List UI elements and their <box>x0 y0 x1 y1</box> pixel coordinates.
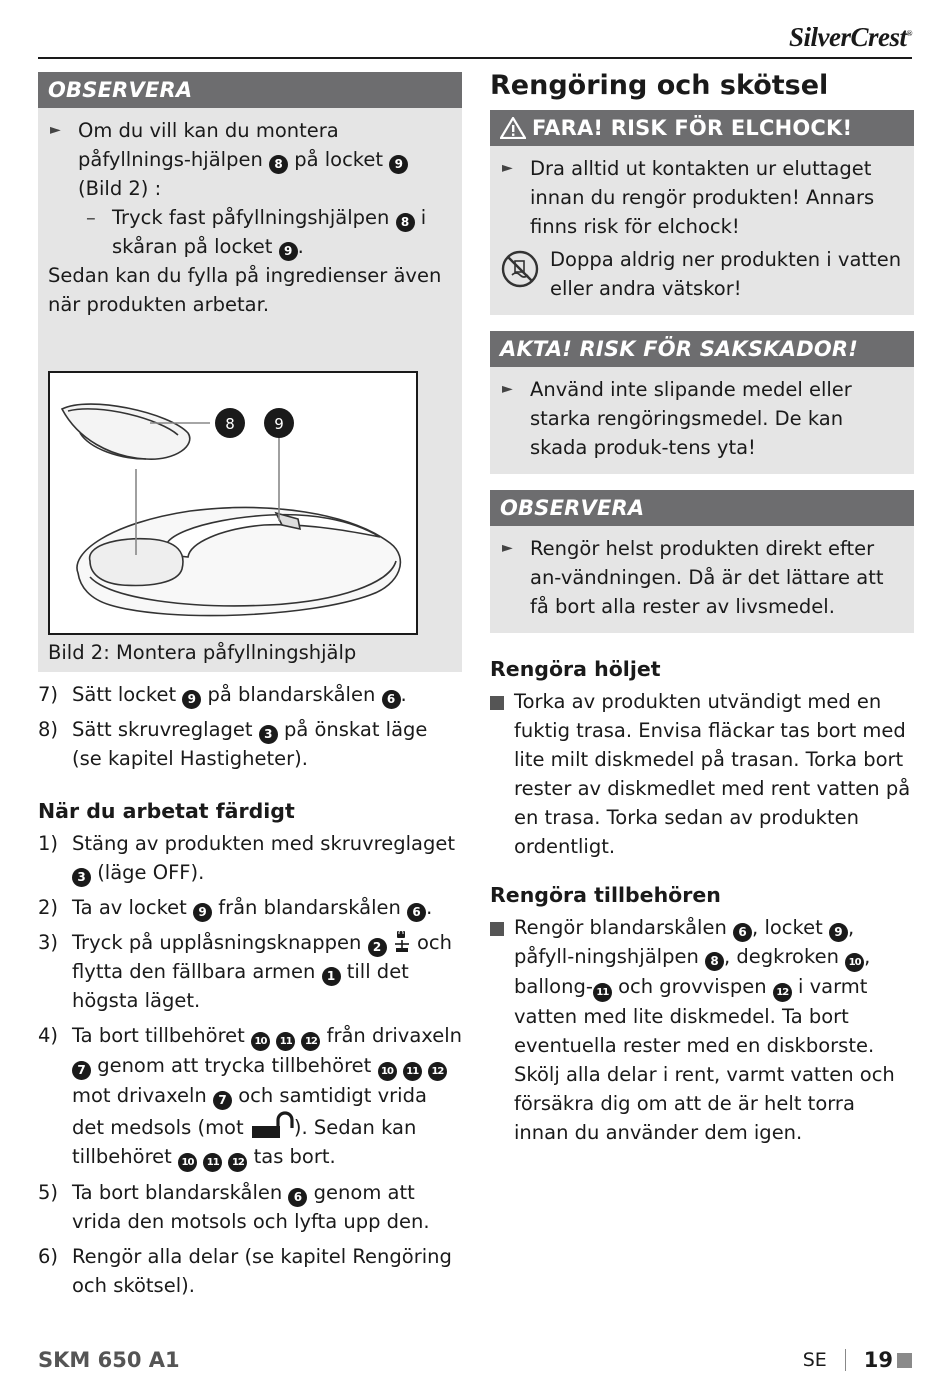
part-ref-9-icon: 9 <box>389 155 408 174</box>
part-ref-11-icon: 11 <box>276 1032 295 1051</box>
filler-assembly-illustration <box>50 373 416 633</box>
step-text: Sätt skruvreglaget 3 på önskat läge (se kapitel Hastigheter). <box>72 718 428 770</box>
dash-bullet: – <box>86 206 96 229</box>
danger-title: FARA! RISK FÖR ELCHOCK! <box>532 116 853 140</box>
part-ref-10-icon: 10 <box>845 953 864 972</box>
step-text: Ta bort blandarskålen 6 genom att vrida den motsols och lyfta upp den. <box>72 1181 430 1233</box>
part-ref-12-icon: 12 <box>228 1153 247 1172</box>
danger-item-text: Dra alltid ut kontakten ur eluttaget innan du rengör produkten! Annars finns risk för elchock! <box>530 157 875 238</box>
observe-item-text: Rengör helst produkten direkt efter an-vändningen. Då är det lättare att få bort alla rester av livsmedel. <box>530 537 884 618</box>
part-ref-10-icon: 10 <box>251 1032 270 1051</box>
part-ref-8-icon: 8 <box>269 155 288 174</box>
step-number: 3) <box>38 931 59 954</box>
note-panel <box>38 72 462 672</box>
triangle-bullet-icon: ► <box>502 540 513 556</box>
left-column <box>38 72 462 1306</box>
note-item-text: Om du vill kan du montera påfyllnings-hjälpen 8 på locket 9 (Bild 2) : <box>78 116 452 203</box>
step-item <box>38 715 462 773</box>
caution-item <box>500 375 904 462</box>
part-ref-7-icon: 7 <box>72 1061 91 1080</box>
part-ref-6-icon: 6 <box>382 690 401 709</box>
steps-list-a <box>38 680 462 773</box>
step-number: 1) <box>38 832 59 855</box>
part-ref-6-icon: 6 <box>407 903 426 922</box>
note-title: OBSERVERA <box>38 72 462 108</box>
part-ref-12-icon: 12 <box>301 1032 320 1051</box>
danger-item <box>500 154 904 241</box>
part-ref-6-icon: 6 <box>733 923 752 942</box>
figure-caption: Bild 2: Montera påfyllningshjälp <box>48 641 357 664</box>
step-number: 2) <box>38 896 59 919</box>
part-ref-12-icon: 12 <box>428 1062 447 1081</box>
step-item <box>38 1021 462 1172</box>
footer-separator <box>845 1349 846 1371</box>
step-number: 4) <box>38 1024 59 1047</box>
part-ref-8-icon: 8 <box>396 213 415 232</box>
step-number: 6) <box>38 1245 59 1268</box>
triangle-bullet-icon: ► <box>502 160 513 176</box>
note-subitem-text: Tryck fast påfyllningshjälpen 8 i skåran på locket 9 . <box>112 203 452 261</box>
caution-title: AKTA! RISK FÖR SAKSKADOR! <box>490 331 914 367</box>
part-ref-9-icon: 9 <box>279 242 298 261</box>
step-item <box>38 928 462 1015</box>
square-bullet-icon <box>490 922 504 936</box>
no-immersion-text: Doppa aldrig ner produkten i vatten eller andra vätskor! <box>550 248 902 300</box>
figure-2 <box>48 371 418 635</box>
square-bullet-icon <box>490 696 504 710</box>
part-ref-7-icon: 7 <box>213 1091 232 1110</box>
step-item <box>38 680 462 709</box>
step-text: Tryck på upplåsningsknappen 2 och flytta den fällbara armen 1 till det högsta läget. <box>72 931 452 1012</box>
footer-model: SKM 650 A1 <box>38 1348 180 1372</box>
callout-8-label: 8 <box>225 415 235 433</box>
header-rule <box>38 57 912 59</box>
note-subitem <box>48 203 452 261</box>
part-ref-9-icon: 9 <box>182 690 201 709</box>
right-column <box>490 72 914 1147</box>
part-ref-9-icon: 9 <box>829 923 848 942</box>
part-ref-11-icon: 11 <box>403 1062 422 1081</box>
accessories-item <box>490 913 914 1147</box>
step-number: 7) <box>38 683 59 706</box>
part-ref-3-icon: 3 <box>72 868 91 887</box>
part-ref-10-icon: 10 <box>378 1062 397 1081</box>
step-number: 8) <box>38 718 59 741</box>
part-ref-3-icon: 3 <box>259 725 278 744</box>
step-text: Stäng av produkten med skruvreglaget 3 (läge OFF). <box>72 829 462 887</box>
triangle-bullet-icon: ► <box>502 381 513 397</box>
accessories-heading: Rengöra tillbehören <box>490 883 721 907</box>
page-number: 19 <box>863 1348 893 1372</box>
triangle-bullet-icon: ► <box>50 122 61 138</box>
step-item <box>38 829 462 887</box>
part-ref-8-icon: 8 <box>705 952 724 971</box>
danger-panel <box>490 110 914 315</box>
step-item <box>38 1242 462 1300</box>
footer-language: SE <box>802 1349 827 1371</box>
caution-item-text: Använd inte slipande medel eller starka rengöringsmedel. De kan skada produk-tens yta! <box>530 378 852 459</box>
part-ref-10-icon: 10 <box>178 1153 197 1172</box>
no-immersion-icon <box>500 249 540 289</box>
danger-title-bar <box>490 110 914 146</box>
lock-icon <box>393 931 411 954</box>
page-marker <box>897 1353 912 1368</box>
housing-text: Torka av produkten utvändigt med en fuktig trasa. Envisa fläckar tas bort med lite milt diskmedel på trasan. Torka bort rester av diskmedlet med rent vatten på en trasa. Torka sedan av produkten ordentligt. <box>514 690 911 858</box>
footer-page-info <box>803 1348 912 1372</box>
brand-logo: SilverCrest® <box>789 22 912 52</box>
part-ref-2-icon: 2 <box>368 938 387 957</box>
part-ref-1-icon: 1 <box>322 967 341 986</box>
no-immersion-note <box>500 245 904 303</box>
housing-item <box>490 687 914 861</box>
part-ref-11-icon: 11 <box>593 983 612 1002</box>
section-title: Rengöring och skötsel <box>490 70 829 101</box>
step-text: Ta bort tillbehöret 10 11 12 från drivaxeln 7 genom att trycka tillbehöret 10 11 12 mot drivaxeln 7 och samtidigt vrida det medsols (mot ). Sedan kan tillbehöret 10 11 12 tas bort. <box>72 1021 462 1172</box>
step-text: Rengör alla delar (se kapitel Rengöring och skötsel). <box>72 1245 452 1297</box>
unlock-icon <box>250 1116 294 1139</box>
step-text: Sätt locket 9 på blandarskålen 6 . <box>72 680 462 709</box>
warning-triangle-icon <box>500 117 526 139</box>
step-item <box>38 893 462 922</box>
part-ref-11-icon: 11 <box>203 1153 222 1172</box>
part-ref-9-icon: 9 <box>193 903 212 922</box>
note-text: Sedan kan du fylla på ingredienser även när produkten arbetar. <box>48 264 442 316</box>
step-number: 5) <box>38 1181 59 1204</box>
part-ref-12-icon: 12 <box>773 983 792 1002</box>
housing-heading: Rengöra höljet <box>490 657 661 681</box>
observe-panel <box>490 490 914 633</box>
observe-title: OBSERVERA <box>490 490 914 526</box>
finish-heading: När du arbetat färdigt <box>38 799 295 823</box>
step-text: Ta av locket 9 från blandarskålen 6 . <box>72 893 462 922</box>
steps-list-b <box>38 829 462 1300</box>
callout-9-label: 9 <box>274 415 284 433</box>
accessories-text: Rengör blandarskålen 6 , locket 9 , påfyll-ningshjälpen 8 , degkroken 10 , ballong- 11 och grovvispen 12 i varmt vatten med lite diskmedel. Ta bort eventuella rester med en diskborste. Skölj alla delar i rent, varmt vatten och försäkra dig om att de är helt torra innan du använder dem igen. <box>514 916 895 1144</box>
observe-item <box>500 534 904 621</box>
note-item <box>48 116 452 203</box>
step-item <box>38 1178 462 1236</box>
part-ref-6-icon: 6 <box>288 1188 307 1207</box>
caution-panel <box>490 331 914 474</box>
